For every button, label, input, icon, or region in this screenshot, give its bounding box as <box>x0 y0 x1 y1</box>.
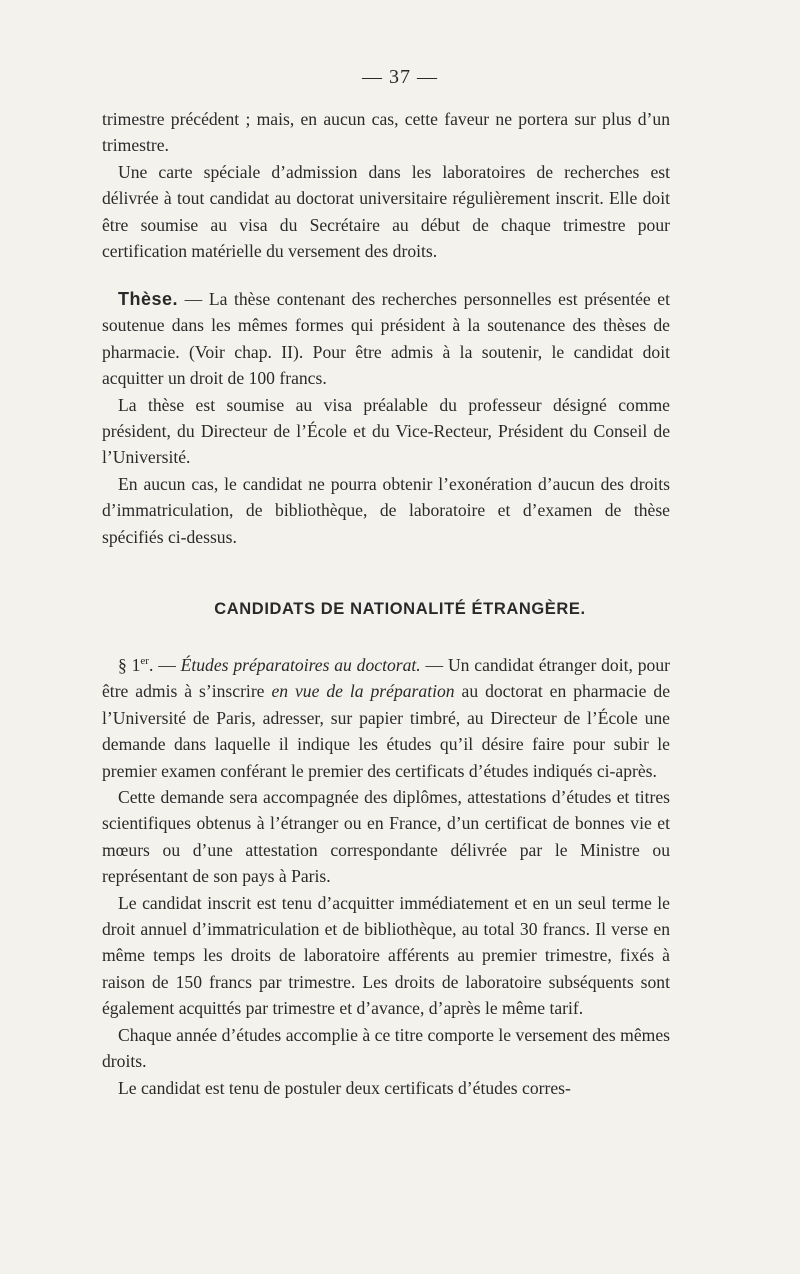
thesis-section <box>102 286 670 550</box>
section1-paragraph <box>102 652 670 784</box>
opening-paragraphs <box>102 106 670 264</box>
foreign-candidates-section <box>102 652 670 1101</box>
thesis-label: Thèse. <box>118 289 179 309</box>
thesis-visa-paragraph: La thèse est soumise au visa préalable du professeur désigné comme président, du Directeur de l’École et du Vice-Recteur, Président du Conseil de l’Université. <box>102 394 670 468</box>
droits-paragraph: Le candidat inscrit est tenu d’acquitter immédiatement et en un seul terme le droit annuel d’immatriculation et de bibliothèque, au total 30 francs. Il verse en même temps les droits de laboratoire afférents au premier trimestre, fixés à raison de 150 francs par trimestre. Les droits de laboratoire subséquents sont également acquittés par trimestre et d’avance, d’après le même tarif. <box>102 892 670 1019</box>
continuation-paragraph: trimestre précédent ; mais, en aucun cas, cette faveur ne portera sur plus d’un trimestre. <box>102 109 670 156</box>
thesis-text: — La thèse contenant des recherches personnelles est présentée et soutenue dans les mêmes formes qui président à la soutenance des thèses de pharmacie. (Voir chap. II). Pour être admis à la soutenir, le candidat doit acquitter un droit de 100 francs. <box>102 289 670 389</box>
section1-title: Études préparatoires au doctorat. <box>180 655 421 675</box>
section-mark: § 1 <box>118 655 141 675</box>
page-number: — 37 — <box>362 66 438 88</box>
annee-paragraph: Chaque année d’études accomplie à ce titre comporte le versement des mêmes droits. <box>102 1024 670 1072</box>
section1-italic-b: en vue de la préparation <box>271 681 455 702</box>
laboratory-card-paragraph: Une carte spéciale d’admission dans les laboratoires de recherches est délivrée à tout candidat au doctorat universitaire régulièrement inscrit. Elle doit être soumise au visa du Secrétaire au début de chaque trimestre pour certification matérielle du versement des droits. <box>102 161 670 262</box>
thesis-paragraph <box>102 286 670 392</box>
section1-text-c: au doctorat en pharmacie de l’Université de Paris, adresser, sur papier timbré, au Directeur de l’École une demande dans laquelle il indique les études qu’il désire faire pour subir le premier examen conférant le premier des certificats d’études indiqués ci-après. <box>102 681 671 781</box>
postuler-paragraph: Le candidat est tenu de postuler deux certificats d’études corres- <box>118 1077 571 1098</box>
section-mark-sup: er <box>140 655 149 668</box>
section-dot: . — <box>148 655 181 675</box>
demande-paragraph: Cette demande sera accompagnée des diplômes, attestations d’études et titres scientifiques obtenus à l’étranger ou en France, d’un certificat de bonnes vie et mœurs ou d’une attestation correspondante délivrée par le Ministre ou représentant de son pays à Paris. <box>102 787 670 887</box>
section1-text-a: — Un candidat étranger doit, pour être admis à s’inscrire <box>102 655 670 702</box>
thesis-exoneration-paragraph: En aucun cas, le candidat ne pourra obtenir l’exonération d’aucun des droits d’immatriculation, de bibliothèque, de laboratoire et d’examen de thèse spécifiés ci-dessus. <box>102 473 670 547</box>
section-heading: CANDIDATS DE NATIONALITÉ ÉTRANGÈRE. <box>214 600 586 618</box>
